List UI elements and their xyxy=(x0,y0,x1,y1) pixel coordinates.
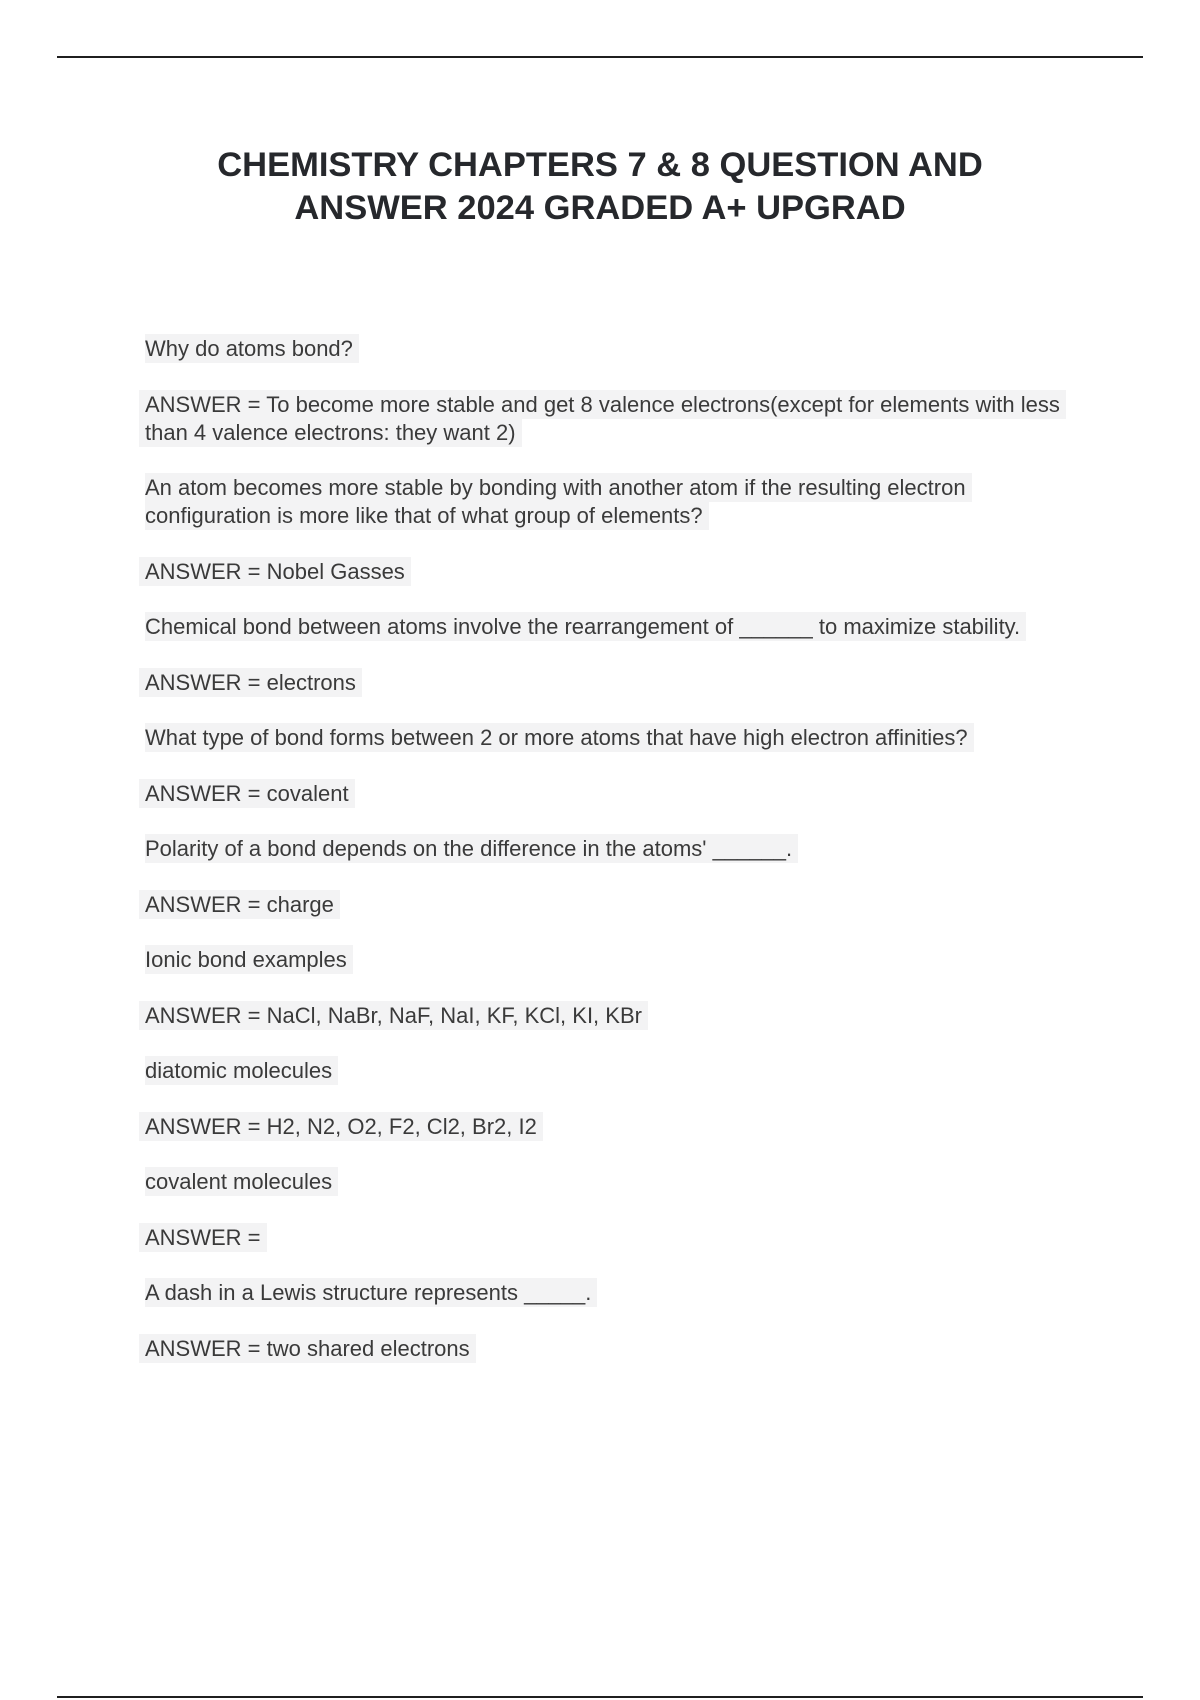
answer-3 xyxy=(145,669,1095,697)
answer-4 xyxy=(145,780,1095,808)
question-3-text: Chemical bond between atoms involve the rearrangement of ______ to maximize stability. xyxy=(145,612,1026,641)
answer-5-text: ANSWER = charge xyxy=(139,890,340,919)
answer-2 xyxy=(145,558,1095,586)
question-1-text: Why do atoms bond? xyxy=(145,334,359,363)
top-rule xyxy=(57,56,1143,58)
question-6 xyxy=(145,946,1095,974)
question-4 xyxy=(145,724,1095,752)
answer-9-text: ANSWER = two shared electrons xyxy=(139,1334,476,1363)
question-9 xyxy=(145,1279,1095,1307)
question-5-text: Polarity of a bond depends on the difference in the atoms' ______. xyxy=(145,834,798,863)
question-6-text: Ionic bond examples xyxy=(145,945,353,974)
answer-2-text: ANSWER = Nobel Gasses xyxy=(139,557,411,586)
answer-6-text: ANSWER = NaCl, NaBr, NaF, NaI, KF, KCl, KI, KBr xyxy=(139,1001,648,1030)
question-1 xyxy=(145,335,1095,363)
answer-8-text: ANSWER = xyxy=(139,1223,267,1252)
answer-6 xyxy=(145,1002,1095,1030)
qa-list xyxy=(145,335,1095,1390)
question-8 xyxy=(145,1168,1095,1196)
answer-1 xyxy=(145,391,1095,447)
answer-9 xyxy=(145,1335,1095,1363)
question-8-text: covalent molecules xyxy=(145,1167,338,1196)
page-title-line-1: CHEMISTRY CHAPTERS 7 & 8 QUESTION AND xyxy=(217,146,983,184)
question-2 xyxy=(145,474,1095,530)
question-2-text: An atom becomes more stable by bonding with another atom if the resulting electron configuration is more like that of what group of elements? xyxy=(145,473,972,530)
answer-4-text: ANSWER = covalent xyxy=(139,779,355,808)
answer-3-text: ANSWER = electrons xyxy=(139,668,362,697)
bottom-rule xyxy=(57,1696,1143,1698)
answer-1-text: ANSWER = To become more stable and get 8 valence electrons(except for elements with less than 4 valence electrons: they want 2) xyxy=(139,390,1066,447)
question-7 xyxy=(145,1057,1095,1085)
page-title-line-2: ANSWER 2024 GRADED A+ UPGRAD xyxy=(294,189,906,227)
answer-7-text: ANSWER = H2, N2, O2, F2, Cl2, Br2, I2 xyxy=(139,1112,543,1141)
answer-7 xyxy=(145,1113,1095,1141)
question-3 xyxy=(145,613,1095,641)
question-5 xyxy=(145,835,1095,863)
answer-5 xyxy=(145,891,1095,919)
page-title xyxy=(100,144,1100,230)
question-7-text: diatomic molecules xyxy=(145,1056,338,1085)
question-4-text: What type of bond forms between 2 or more atoms that have high electron affinities? xyxy=(145,723,974,752)
answer-8 xyxy=(145,1224,1095,1252)
question-9-text: A dash in a Lewis structure represents _____. xyxy=(145,1278,597,1307)
